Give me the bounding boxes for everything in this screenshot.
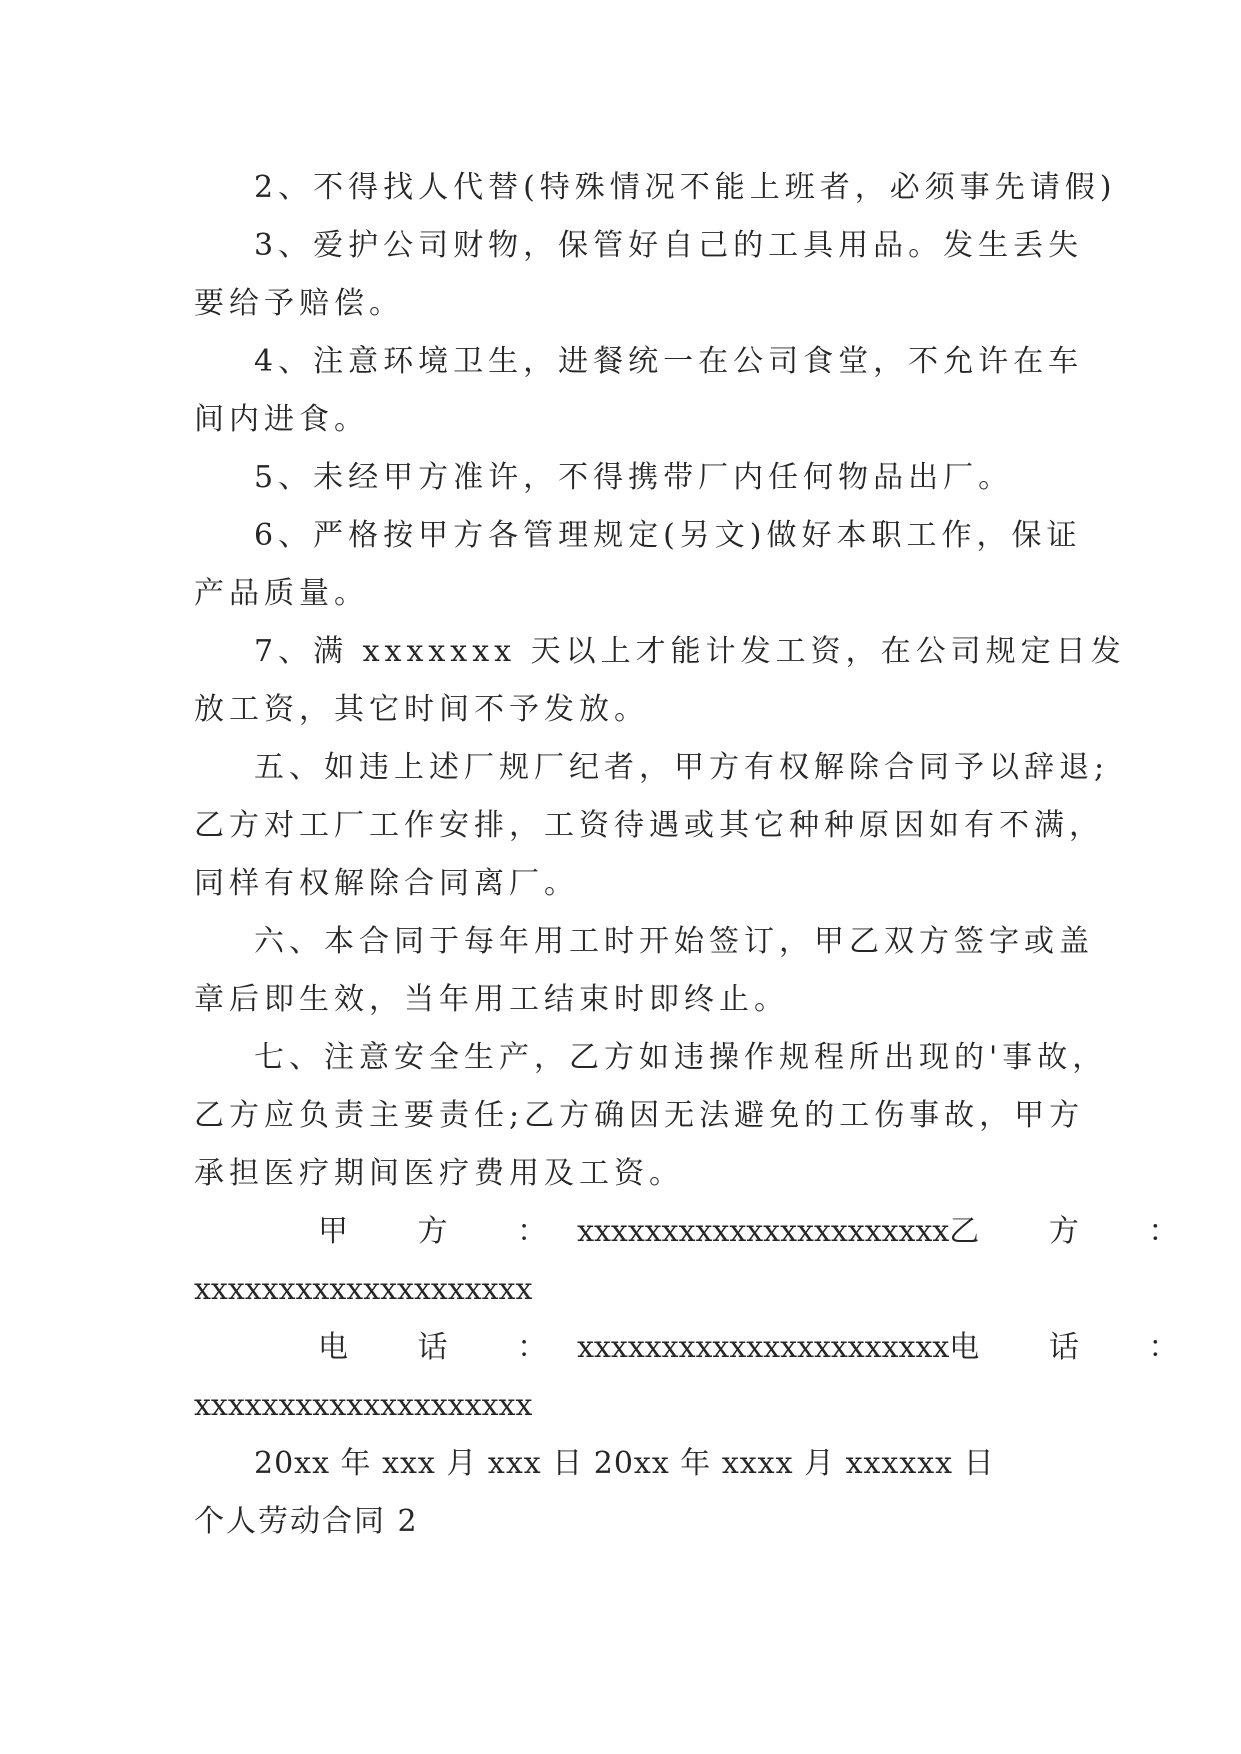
section-7-line-2: 乙方应负责主要责任;乙方确因无法避免的工伤事故，甲方 bbox=[194, 1098, 1085, 1133]
phone-b-value: xxxxxxxxxxxxxxxxxxxx bbox=[194, 1388, 533, 1423]
party-a-value: xxxxxxxxxxxxxxxxxxxxxx bbox=[577, 1214, 950, 1249]
party-b-value: xxxxxxxxxxxxxxxxxxxx bbox=[194, 1272, 533, 1307]
section-6-line-2: 章后即生效，当年用工结束时即终止。 bbox=[194, 982, 789, 1017]
phone-b-label: 电 话 ： bbox=[949, 1330, 1209, 1365]
section-6-line-1: 六、本合同于每年用工时开始签订，甲乙双方签字或盖 bbox=[254, 924, 1094, 959]
clause-6-line-2: 产品质量。 bbox=[194, 576, 369, 611]
party-a-label: 甲 方 ： bbox=[318, 1214, 578, 1249]
next-contract-title: 个人劳动合同 2 bbox=[194, 1504, 419, 1539]
clause-3-line-1: 3、爱护公司财物，保管好自己的工具用品。发生丢失 bbox=[254, 228, 1084, 263]
phone-a-label: 电 话 ： bbox=[318, 1330, 578, 1365]
phone-a-value: xxxxxxxxxxxxxxxxxxxxxx bbox=[577, 1330, 950, 1365]
clause-7-line-2: 放工资，其它时间不予发放。 bbox=[194, 692, 649, 727]
clause-4-line-1: 4、注意环境卫生，进餐统一在公司食堂，不允许在车 bbox=[254, 344, 1084, 379]
section-5-line-3: 同样有权解除合同离厂。 bbox=[194, 866, 579, 901]
section-5-line-1: 五、如违上述厂规厂纪者，甲方有权解除合同予以辞退; bbox=[254, 750, 1110, 785]
party-b-label: 乙 方 ： bbox=[949, 1214, 1209, 1249]
clause-6-line-1: 6、严格按甲方各管理规定(另文)做好本职工作，保证 bbox=[254, 518, 1082, 553]
clause-4-line-2: 间内进食。 bbox=[194, 402, 369, 437]
clause-3-line-2: 要给予赔偿。 bbox=[194, 286, 404, 321]
clause-5: 5、未经甲方准许，不得携带厂内任何物品出厂。 bbox=[254, 460, 1014, 495]
section-5-line-2: 乙方对工厂工作安排，工资待遇或其它种种原因如有不满， bbox=[194, 808, 1104, 843]
clause-7-line-1: 7、满 xxxxxxx 天以上才能计发工资，在公司规定日发 bbox=[254, 634, 1126, 669]
section-7-line-1: 七、注意安全生产，乙方如违操作规程所出现的'事故， bbox=[254, 1040, 1108, 1075]
date-line: 20xx 年 xxx 月 xxx 日 20xx 年 xxxx 月 xxxxxx 日 bbox=[254, 1446, 995, 1481]
signature-party-row bbox=[318, 1214, 1209, 1250]
section-7-line-3: 承担医疗期间医疗费用及工资。 bbox=[194, 1156, 684, 1191]
signature-phone-row bbox=[318, 1330, 1209, 1366]
clause-2: 2、不得找人代替(特殊情况不能上班者，必须事先请假) bbox=[254, 170, 1117, 205]
